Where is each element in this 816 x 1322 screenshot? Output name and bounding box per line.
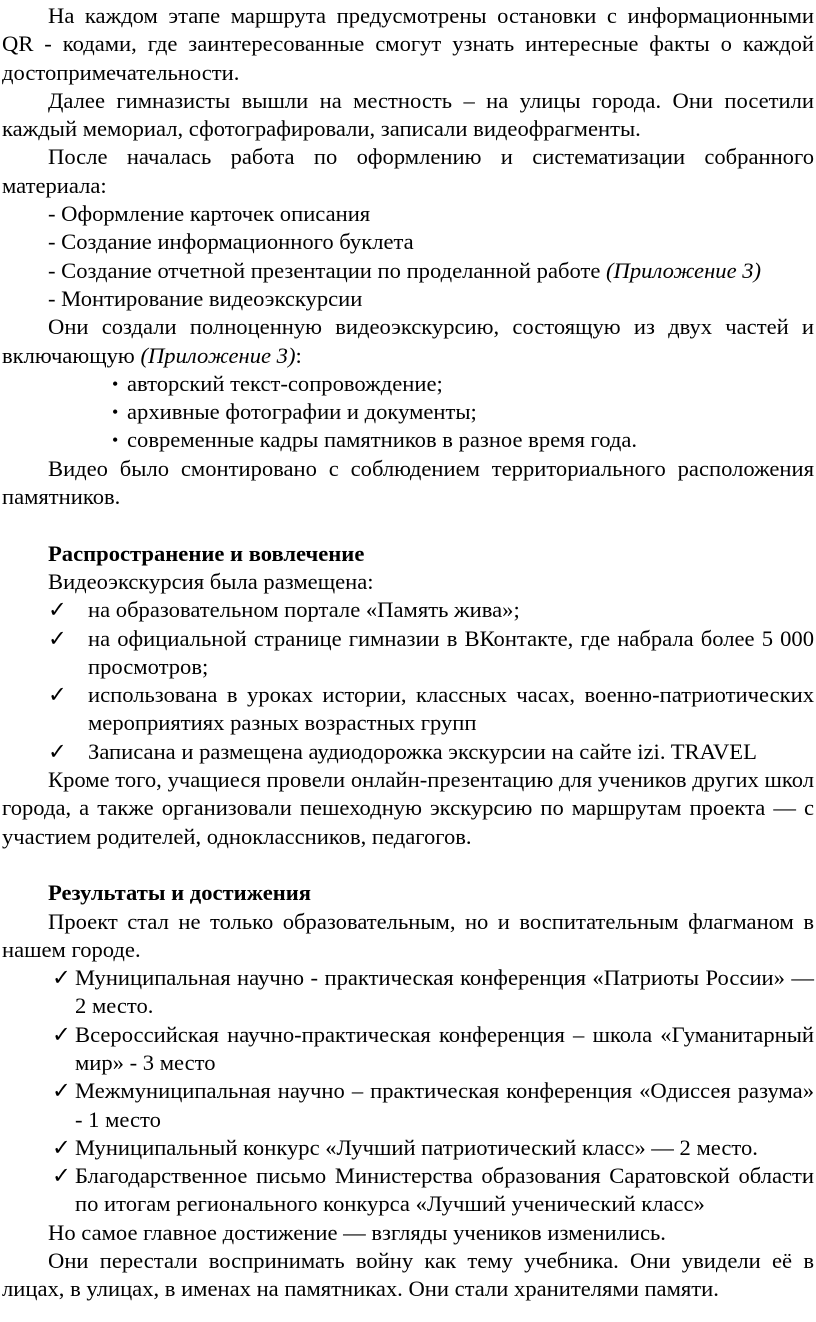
checkmark-icon: ✓ xyxy=(52,1134,71,1160)
list-item xyxy=(2,1077,814,1134)
checkmark-icon: ✓ xyxy=(48,682,67,708)
bullet-list xyxy=(2,370,814,455)
section-heading-results: Результаты и достижения xyxy=(48,880,312,906)
list-item-text: авторский текст-сопровождение; xyxy=(127,370,443,396)
paragraph-main-achievement: Но самое главное достижение — взгляды учеников изменились. xyxy=(48,1219,666,1245)
checklist-dissemination xyxy=(2,596,814,766)
paragraph-online-presentation: Кроме того, учащиеся провели онлайн-презентацию для учеников других школ города, а также организовали пешеходную экскурсию по маршрутам проекта — с участием родителей, одноклассников, педагогов. xyxy=(2,767,814,849)
list-item-text: Записана и размещена аудиодорожка экскурсии на сайте izi. TRAVEL xyxy=(88,738,757,764)
paragraph-results-lead: Проект стал не только образовательным, но и воспитательным флагманом в нашем городе. xyxy=(2,908,814,962)
spacer xyxy=(2,851,814,879)
list-item xyxy=(2,1162,814,1219)
paragraph-video-tour-text: Они создали полноценную видеоэкскурсию, состоящую из двух частей и включающую xyxy=(2,314,814,368)
list-item xyxy=(2,964,814,1021)
list-item xyxy=(2,1134,814,1162)
paragraph-video-tour xyxy=(2,313,814,370)
checkmark-icon: ✓ xyxy=(52,1078,71,1104)
dash-item-presentation xyxy=(2,257,814,285)
list-item-text: современные кадры памятников в разное время года. xyxy=(127,427,638,453)
bullet-icon: • xyxy=(112,373,119,394)
list-item-text: Благодарственное письмо Министерства образования Саратовской области по итогам регионального конкурса «Лучший ученический класс» xyxy=(75,1163,814,1217)
dash-item-presentation-text: - Создание отчетной презентации по проделанной работе xyxy=(48,257,607,283)
checklist-achievements xyxy=(2,964,814,1219)
checkmark-icon: ✓ xyxy=(48,597,67,623)
checkmark-icon: ✓ xyxy=(52,965,71,991)
paragraph-placement-lead: Видеоэкскурсия была размещена: xyxy=(48,568,374,594)
list-item-text: Всероссийская научно-практическая конференция – школа «Гуманитарный мир» - 3 место xyxy=(75,1021,814,1075)
bullet-icon: • xyxy=(112,402,119,423)
list-item-text: на образовательном портале «Память жива»; xyxy=(88,597,520,623)
checkmark-icon: ✓ xyxy=(52,1163,71,1189)
list-item-text: архивные фотографии и документы; xyxy=(127,399,477,425)
paragraph-field-trip: Далее гимназисты вышли на местность – на улицы города. Они посетили каждый мемориал, сфотографировали, записали видеофрагменты. xyxy=(2,87,814,142)
list-item xyxy=(2,681,814,738)
appendix-reference: (Приложение 3) xyxy=(140,342,296,368)
list-item xyxy=(2,738,814,766)
checkmark-icon: ✓ xyxy=(52,1021,71,1047)
list-item xyxy=(2,625,814,682)
paragraph-video-editing: Видео было смонтировано с соблюдением территориального расположения памятников. xyxy=(2,455,814,510)
list-item xyxy=(2,426,814,454)
list-item-text: Муниципальный конкурс «Лучший патриотический класс» — 2 место. xyxy=(75,1134,758,1160)
bullet-icon: • xyxy=(112,430,119,451)
paragraph-systematization: После началась работа по оформлению и систематизации собранного материала: xyxy=(2,144,814,198)
dash-item-video-editing: - Монтирование видеоэкскурсии xyxy=(48,285,363,311)
paragraph-video-tour-end: : xyxy=(295,342,302,368)
list-item xyxy=(2,398,814,426)
list-item-text: Муниципальная научно - практическая конференция «Патриоты России» — 2 место. xyxy=(75,965,814,1019)
list-item xyxy=(2,370,814,398)
dash-item-booklet: - Создание информационного буклета xyxy=(48,229,414,255)
list-item-text: Межмуниципальная научно – практическая конференция «Одиссея разума» - 1 место xyxy=(75,1078,814,1132)
dash-item-cards: - Оформление карточек описания xyxy=(48,201,371,227)
paragraph-qr-codes: На каждом этапе маршрута предусмотрены остановки с информационными QR - кодами, где заинтересованные смогут узнать интересные факты о каждой достопримечательности. xyxy=(2,3,814,85)
list-item-text: на официальной странице гимназии в ВКонтакте, где набрала более 5 000 просмотров; xyxy=(88,625,814,679)
paragraph-memory-keepers: Они перестали воспринимать войну как тему учебника. Они увидели её в лицах, в улицах, в именах на памятниках. Они стали хранителями памяти. xyxy=(2,1248,814,1302)
appendix-reference: (Приложение 3) xyxy=(606,257,762,283)
list-item-text: использована в уроках истории, классных часах, военно-патриотических мероприятиях разных возрастных групп xyxy=(88,682,814,736)
section-heading-dissemination: Распространение и вовлечение xyxy=(48,540,365,566)
list-item xyxy=(2,596,814,624)
list-item xyxy=(2,1021,814,1078)
checkmark-icon: ✓ xyxy=(48,625,67,651)
checkmark-icon: ✓ xyxy=(48,738,67,764)
spacer xyxy=(2,511,814,539)
